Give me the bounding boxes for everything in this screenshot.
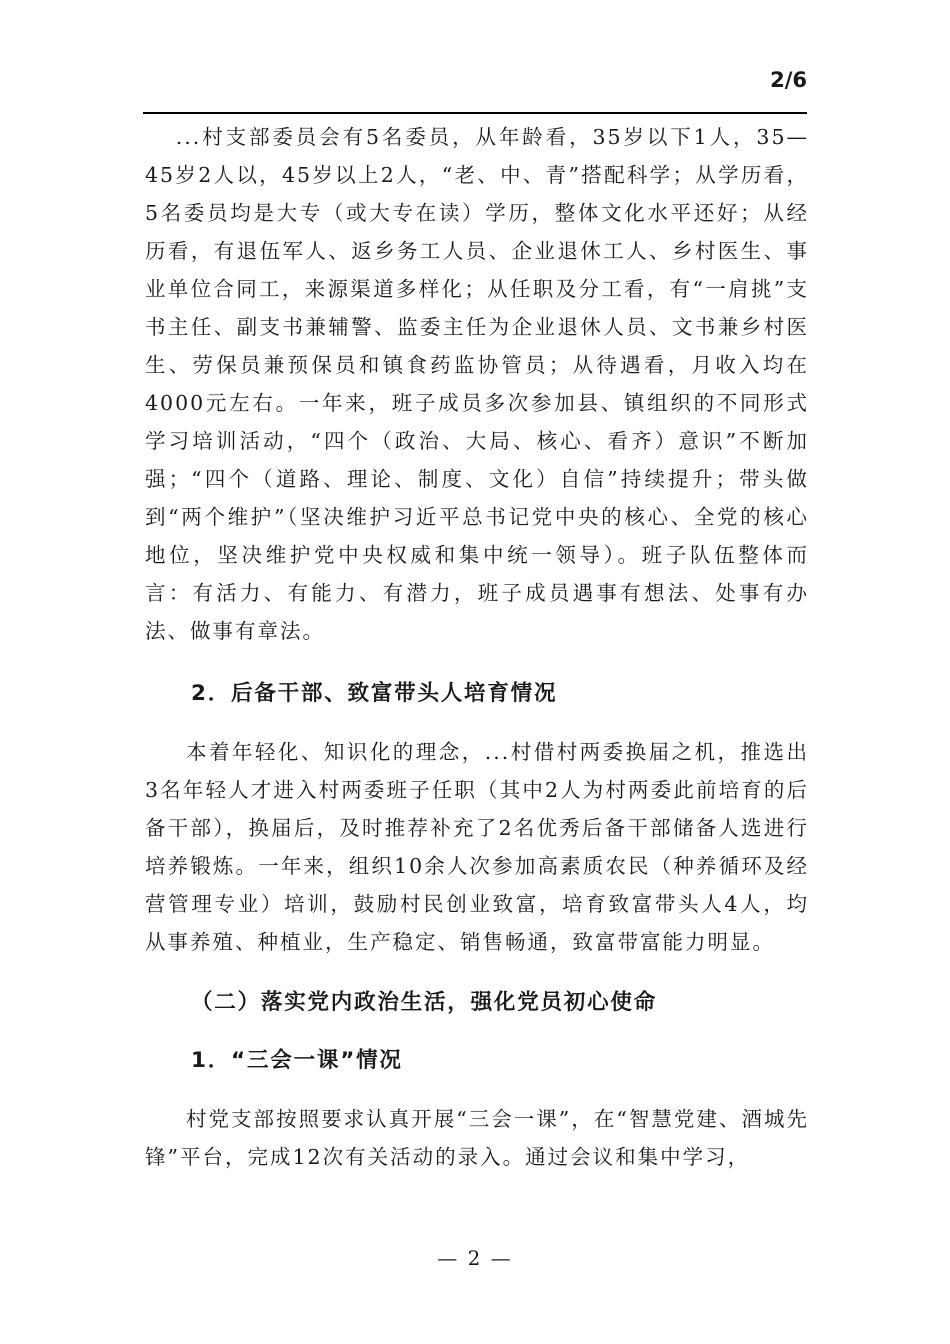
- heading-three-meetings: 1．“三会一课”情况: [191, 1048, 403, 1073]
- reserve-cadres-paragraph: 本着年轻化、知识化的理念，...村借村两委换届之机，推选出3名年轻人才进入村两委班子任职（其中2人为村两委此前培育的后备干部），换届后，及时推荐补充了2名优秀后备干部储备人选进行培养锻炼。一年来，组织10余人次参加高素质农民（种养循环及经营管理专业）培训，鼓励村民创业致富，培育致富带头人4人，均从事养殖、种植业，生产稳定、销售畅通，致富带富能力明显。: [145, 740, 809, 954]
- three-meetings-paragraph: 村党支部按照要求认真开展“三会一课”，在“智慧党建、酒城先锋”平台，完成12次有关活动的录入。通过会议和集中学习，: [145, 1107, 809, 1169]
- intro-paragraph: ...村支部委员会有5名委员，从年龄看，35岁以下1人，35—45岁2人以，45岁以上2人，“老、中、青”搭配科学；从学历看，5名委员均是大专（或大专在读）学历，整体文化水平还好；从经历看，有退伍军人、返乡务工人员、企业退休工人、乡村医生、事业单位合同工，来源渠道多样化；从任职及分工看，有“一肩挑”支书主任、副支书兼辅警、监委主任为企业退休人员、文书兼乡村医生、劳保员兼预保员和镇食药监协管员；从待遇看，月收入均在4000元左右。一年来，班子成员多次参加县、镇组织的不同形式学习培训活动，“四个（政治、大局、核心、看齐）意识”不断加强；“四个（道路、理论、制度、文化）自信”持续提升；带头做到“两个维护”（坚决维护习近平总书记党中央的核心、全党的核心地位，坚决维护党中央权威和集中统一领导）。班子队伍整体而言：有活力、有能力、有潜力，班子成员遇事有想法、处事有办法、做事有章法。: [145, 125, 809, 643]
- document-body: [145, 118, 809, 1176]
- page-number-footer: — 2 —: [437, 1246, 513, 1270]
- section-heading-political-life: （二）落实党内政治生活，强化党员初心使命: [191, 990, 658, 1015]
- header-rule: [143, 112, 807, 114]
- page-counter: 2/6: [770, 68, 807, 92]
- heading-reserve-cadres: 2．后备干部、致富带头人培育情况: [191, 681, 558, 706]
